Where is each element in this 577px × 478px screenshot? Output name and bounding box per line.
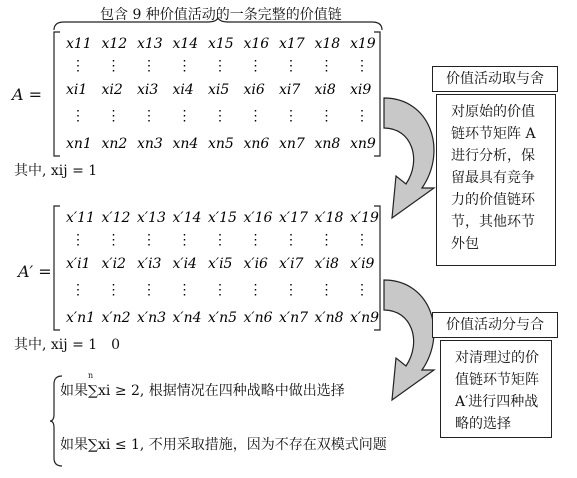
box1-line: 留最具有竞争 xyxy=(451,170,535,186)
matrix-a-prime-vdots: ⋮ xyxy=(213,282,227,298)
matrix-a-cell: xn7 xyxy=(279,136,305,152)
box1-line: 力的价值链环 xyxy=(451,192,535,208)
matrix-a-prime-vdots: ⋮ xyxy=(284,232,298,248)
matrix-a-prime-left-bracket xyxy=(54,206,60,330)
matrix-a-prime-cell: x′18 xyxy=(314,210,344,226)
box2-line: 值链环节矩阵 xyxy=(455,372,539,388)
matrix-a-prime-vdots: ⋮ xyxy=(71,282,85,298)
box1-description xyxy=(436,94,556,266)
matrix-a-cell: x13 xyxy=(137,36,163,52)
matrix-a-vdots: ⋮ xyxy=(177,58,192,74)
matrix-a-vdots: ⋮ xyxy=(71,58,85,74)
box2-description xyxy=(440,340,552,438)
curved-arrow-1 xyxy=(384,98,434,218)
matrix-a-prime-cell: x′i8 xyxy=(314,256,339,272)
matrix-a-prime xyxy=(52,204,382,332)
matrix-a-vdots: ⋮ xyxy=(213,108,227,124)
matrix-a-prime-cell: x′n3 xyxy=(137,310,166,326)
matrix-a-prime-cell: x′12 xyxy=(101,210,131,226)
curved-arrow-2 xyxy=(384,280,434,400)
matrix-a-cell: x12 xyxy=(101,36,128,52)
matrix-a-label: A = xyxy=(12,85,43,104)
box1-title: 价值活动取与舍 xyxy=(432,66,558,92)
matrix-a-prime-cell: x′17 xyxy=(279,210,308,226)
matrix-a-cell: xi2 xyxy=(101,82,123,98)
matrix-a-vdots: ⋮ xyxy=(213,58,227,74)
matrix-a-prime-cell: x′i7 xyxy=(279,256,304,272)
box1-line: 节，其他环节 xyxy=(451,214,535,230)
matrix-a-prime-cell: x′n2 xyxy=(101,310,131,326)
matrix-a-cell: xn6 xyxy=(243,136,270,152)
matrix-a-prime-vdots: ⋮ xyxy=(319,282,334,298)
box1-line: 进行分析，保 xyxy=(451,148,535,164)
top-brace-label: 包含 9 种价值活动的一条完整的价值链 xyxy=(100,7,342,23)
matrix-a-cell: xn3 xyxy=(137,136,163,152)
matrix-a-prime-cell: x′i2 xyxy=(101,256,126,272)
matrix-a-prime-cell: x′i1 xyxy=(66,256,91,272)
matrix-a-prime-cell: x′13 xyxy=(137,210,166,226)
condition-2-text: 如果∑xi ≤ 1, 不用采取措施，因为不存在双模式问题 xyxy=(60,437,387,453)
matrix-a-note: 其中, xij = 1 xyxy=(14,163,98,179)
matrix-a-prime-cell: x′16 xyxy=(243,210,273,226)
matrix-a-prime-cell: x′n4 xyxy=(172,310,202,326)
box2-line: A′进行四种战 xyxy=(455,394,539,410)
matrix-a-prime-cell: x′14 xyxy=(172,210,202,226)
matrix-a-vdots: ⋮ xyxy=(142,108,156,124)
matrix-a-prime-vdots: ⋮ xyxy=(71,232,85,248)
matrix-a-cell: xi7 xyxy=(279,82,301,98)
matrix-a-prime-cell: x′11 xyxy=(66,210,95,226)
matrix-a-prime-vdots: ⋮ xyxy=(213,232,227,248)
matrix-a-vdots: ⋮ xyxy=(284,108,298,124)
matrix-a-prime-vdots: ⋮ xyxy=(142,282,156,298)
matrix-a-cell: xn9 xyxy=(350,136,376,152)
condition-1-text: 如果∑xi ≥ 2, 根据情况在四种战略中做出选择 xyxy=(60,383,345,399)
condition-1 xyxy=(60,380,345,400)
matrix-a-vdots: ⋮ xyxy=(319,108,334,124)
matrix-a-prime-vdots: ⋮ xyxy=(142,232,156,248)
matrix-a-cell: xi8 xyxy=(314,82,336,98)
matrix-a-prime-vdots: ⋮ xyxy=(106,232,121,248)
box2-line: 略的选择 xyxy=(455,416,511,432)
matrix-a-cell: xi4 xyxy=(172,82,194,98)
matrix-a-cell: xi5 xyxy=(208,82,230,98)
matrix-a-prime-cell: x′19 xyxy=(350,210,379,226)
matrix-a-cell: x17 xyxy=(279,36,305,52)
matrix-a-cell: x11 xyxy=(66,36,92,52)
matrix-a-prime-cell: x′i6 xyxy=(243,256,268,272)
matrix-a-vdots: ⋮ xyxy=(284,58,298,74)
matrix-a-cell: xn8 xyxy=(314,136,341,152)
matrix-a-prime-vdots: ⋮ xyxy=(284,282,298,298)
matrix-a-prime-cell: x′i9 xyxy=(350,256,375,272)
matrix-a-cell: x15 xyxy=(208,36,234,52)
matrix-a-cell: xn4 xyxy=(172,136,199,152)
matrix-a-prime-vdots: ⋮ xyxy=(248,282,263,298)
matrix-a-prime-cell: x′n5 xyxy=(208,310,237,326)
matrix-a-vdots: ⋮ xyxy=(248,58,263,74)
matrix-a-prime-vdots: ⋮ xyxy=(177,282,192,298)
matrix-a-cell: x18 xyxy=(314,36,341,52)
matrix-a-prime-cell: x′n1 xyxy=(66,310,95,326)
box1-line: 链环节矩阵 A xyxy=(451,126,536,142)
matrix-a-cell: xi6 xyxy=(243,82,265,98)
matrix-a-prime-vdots: ⋮ xyxy=(248,232,263,248)
matrix-a-prime-cell: x′i5 xyxy=(208,256,233,272)
matrix-a-prime-cell: x′n6 xyxy=(243,310,273,326)
matrix-a-cell: x16 xyxy=(243,36,270,52)
matrix-a-prime-note: 其中, xij = 1 0 xyxy=(14,337,121,353)
matrix-a-cell: xn2 xyxy=(101,136,128,152)
matrix-a-vdots: ⋮ xyxy=(71,108,85,124)
matrix-a-cell: xi9 xyxy=(350,82,372,98)
matrix-a-prime-cell: x′i4 xyxy=(172,256,197,272)
matrix-a-vdots: ⋮ xyxy=(319,58,334,74)
matrix-a-prime-cell: x′n7 xyxy=(279,310,308,326)
matrix-a-prime-cell: x′n8 xyxy=(314,310,344,326)
matrix-a xyxy=(52,30,382,158)
matrix-a-prime-cell: x′15 xyxy=(208,210,237,226)
matrix-a-prime-vdots: ⋮ xyxy=(355,232,369,248)
condition-2 xyxy=(60,434,387,454)
matrix-a-vdots: ⋮ xyxy=(355,108,369,124)
matrix-a-prime-cell: x′n9 xyxy=(350,310,379,326)
box1-line: 外包 xyxy=(451,236,479,252)
matrix-a-vdots: ⋮ xyxy=(355,58,369,74)
box2-line: 对清理过的价 xyxy=(455,350,539,366)
matrix-a-prime-label: A′ = xyxy=(18,262,52,281)
matrix-a-vdots: ⋮ xyxy=(106,58,121,74)
sum-1-limits: n xyxy=(88,371,94,380)
matrix-a-prime-vdots: ⋮ xyxy=(355,282,369,298)
matrix-a-vdots: ⋮ xyxy=(248,108,263,124)
matrix-a-prime-vdots: ⋮ xyxy=(106,282,121,298)
box2-title: 价值活动分与合 xyxy=(432,312,558,338)
matrix-a-prime-vdots: ⋮ xyxy=(319,232,334,248)
matrix-a-cell: xn1 xyxy=(66,136,92,152)
matrix-a-vdots: ⋮ xyxy=(142,58,156,74)
matrix-a-left-bracket xyxy=(54,32,60,156)
matrix-a-prime-vdots: ⋮ xyxy=(177,232,192,248)
box1-line: 对原始的价值 xyxy=(451,104,535,120)
matrix-a-vdots: ⋮ xyxy=(106,108,121,124)
matrix-a-vdots: ⋮ xyxy=(177,108,192,124)
matrix-a-cell: x14 xyxy=(172,36,199,52)
matrix-a-cell: x19 xyxy=(350,36,376,52)
matrix-a-cell: xi3 xyxy=(137,82,159,98)
matrix-a-prime-cell: x′i3 xyxy=(137,256,162,272)
matrix-a-cell: xn5 xyxy=(208,136,234,152)
matrix-a-cell: xi1 xyxy=(66,82,88,98)
